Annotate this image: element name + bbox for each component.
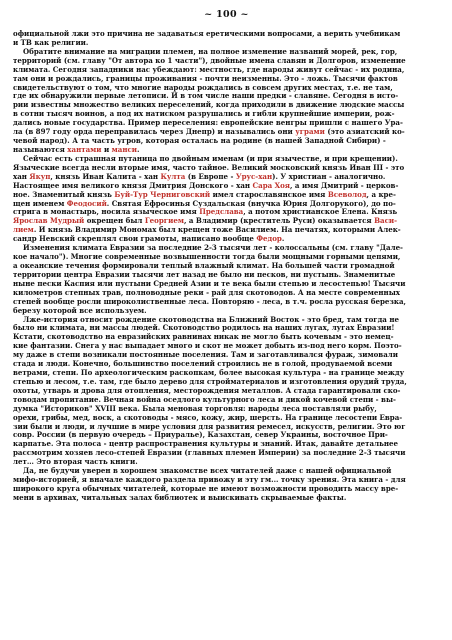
highlighted-name: Федор [256, 235, 282, 244]
text-run: степей вообще росли широколиственные леса. Повторяю - леса, в т.ч. росла русская березка, [13, 297, 406, 306]
highlighted-name: хантами [67, 145, 102, 154]
text-run: , а имя Дмитрий - церков- [290, 181, 399, 190]
highlighted-name: лием [13, 226, 34, 235]
text-run: . [137, 145, 140, 154]
text-run: территории центра Евразии тысячи лет назад не было ни песков, ни пустынь. Знаменитые [13, 270, 396, 279]
text-line [13, 396, 440, 405]
text-run: территорий (см. главу "От автора ко 1 части"), двойные имена славян и Долгоров, изменение [13, 56, 406, 65]
text-run: ветрами, степи. По археологическим раскопкам, более высокая культура - на границе между [13, 369, 405, 378]
highlighted-name: Всеволод [327, 190, 367, 199]
text-line [13, 431, 440, 440]
highlighted-name: Ярослав Мудрый [13, 217, 85, 226]
text-line [13, 155, 440, 164]
text-line [13, 342, 440, 351]
text-line [13, 191, 440, 200]
text-line [13, 494, 440, 503]
text-line [13, 360, 440, 369]
text-run: рии известны множество великих переселений, когда приходили в движение людские массы [13, 101, 405, 110]
text-line [13, 200, 440, 209]
text-run: дались новые государства. Пример переселения: европейские венгры пришли с нашего Ура- [13, 119, 403, 128]
text-line [13, 128, 440, 137]
text-line [13, 39, 440, 48]
text-run: широкого круга обычных читателей, которые не имеют возможности проводить массу вре- [13, 485, 399, 494]
highlighted-name: Предслава [199, 208, 244, 217]
highlighted-name: Якуп [29, 172, 51, 181]
text-run: , а кре- [366, 190, 396, 199]
text-run: ла (в 897 году орда переправилась через Днепр) и назывались они [13, 128, 296, 137]
highlighted-name: Васи- [374, 217, 398, 226]
text-line [13, 101, 440, 110]
highlighted-name: Култа [160, 172, 186, 181]
text-run: хан [13, 172, 30, 181]
text-run: березу которой все используем. [13, 306, 147, 315]
text-run: степью и лесом, т.е. там, где было дерево для стройматериалов и изготовления орудий труда, [13, 377, 407, 386]
text-run: рассмотрим хозяев лесо-степей Евразии (главных племен Империи) за последние 2-3 тысячи [13, 449, 406, 458]
text-run: ное. Знаменитый князь [13, 190, 115, 199]
text-run: ). У христиан - аналогично. [272, 172, 386, 181]
text-line [13, 485, 440, 494]
text-line [13, 423, 440, 432]
text-line [13, 458, 440, 467]
text-run: Изменения климата Евразии за последние 2-3 тысячи лет - колоссальны (см. главу "Дале- [23, 244, 403, 253]
text-run: (это азиатский ко- [324, 128, 405, 137]
page-number: ~ 100 ~ [204, 9, 249, 20]
text-line [13, 414, 440, 423]
text-line [13, 146, 440, 155]
text-run: (в Европе - [185, 172, 236, 181]
text-run: Обратите внимание на миграции племен, на полное изменение названий морей, рек, гор, [23, 47, 398, 56]
text-line [13, 30, 440, 39]
text-run: Сейчас есть страшная путаница по двойным именам (и при язычестве, и при крещении). [23, 154, 398, 163]
body-text [13, 30, 440, 503]
text-line [13, 164, 440, 173]
text-line [13, 333, 440, 342]
text-run: , князь Иван Калита - хан [50, 172, 161, 181]
text-line [13, 235, 440, 244]
text-line [13, 449, 440, 458]
text-line [13, 110, 440, 119]
text-run: лет… Это вторая часть книги. [13, 458, 138, 467]
text-line [13, 92, 440, 101]
text-line [13, 307, 440, 316]
text-line [13, 253, 440, 262]
text-run: чевой народ). А та часть угров, которая осталась на родине (в нашей Западной Сибири) - [13, 137, 386, 146]
text-line [13, 476, 440, 485]
text-run: километров степных трав, полноводные реки - рай для скотоводов. А на месте современных [13, 288, 400, 297]
text-run: Да, не будучи уверен в хорошем знакомстве всех читателей даже с нашей официальной [23, 467, 392, 476]
highlighted-name: Георгием [144, 217, 184, 226]
text-line [13, 66, 440, 75]
text-run: кое начало"). Многие современные возвышенности тогда были мощными горными цепями, [13, 253, 401, 262]
text-run: называются [13, 145, 68, 154]
text-run: карпатье. Эта полоса - центр распространения культуры и знаний. Итак, давайте детальнее [13, 440, 398, 449]
text-line [13, 369, 440, 378]
text-run: там они и рождались, границы проживания - почти неизменны. Это - ложь. Тысячи фактов [13, 74, 398, 83]
text-run: кие фантазии. Снега у нас выпадает много и скот не может добыть из-под него корм. Поэто- [13, 342, 402, 351]
text-run: зии были и люди, и лучшие в мире условия для развития ремесел, искусств, религии. Это юг [13, 422, 406, 431]
text-run: Лже-история относит рождение скотоводства на Ближний Восток - это бред, там тогда не [23, 315, 399, 324]
text-run: сандр Невский скреплял свои грамоты, написано вообще [13, 235, 257, 244]
text-run: мифо-историей, я вначале каждого раздела привожу и эту гм... точку зрения. Эта книга - для [13, 476, 406, 485]
text-line [13, 298, 440, 307]
text-run: . [281, 235, 285, 244]
text-run: орехи, грибы, мед, воск, а скотоводы - мясо, кожу, жир, шерсть. На границе лесостепи Евра- [13, 413, 403, 422]
text-run: а океанские течения формировали теплый влажный климат. На большей части громадной [13, 261, 395, 270]
text-run: , а Владимир (креститель Руси) оказывается [183, 217, 375, 226]
text-run: окрещен был [84, 217, 145, 226]
highlighted-name: уграми [295, 128, 325, 137]
text-line [13, 244, 440, 253]
text-line [13, 378, 440, 387]
highlighted-name: манси [111, 145, 138, 154]
highlighted-name: Буй-Тур Черниговский [114, 190, 211, 199]
text-run: было ни климата, ни массы людей. Скотоводство родилось на наших лугах, лугах Евразии! [13, 324, 395, 333]
text-run: имел старославянское имя [210, 190, 328, 199]
text-run: , а потом христианское Елена. Князь [243, 208, 398, 217]
text-line [13, 84, 440, 93]
text-line [13, 173, 440, 182]
text-line [13, 351, 440, 360]
text-run: Кстати, скотоводство на евразийских равнинах никак не могло быть кочевым - это немец- [13, 333, 394, 342]
text-run: товодам пропитание. Вечная война оседлого культурного леса и дикой кочевой степи - вы- [13, 395, 396, 404]
text-run: . Святая Ефросинья Суздальская (внучка Юрия Долгорукого), до по- [106, 199, 396, 208]
text-run: стрига в монастырь, носила языческое имя [13, 208, 200, 217]
text-run: свидетельствуют о том, что многие народы рождались в совсем других местах, т.е. не там, [13, 83, 393, 92]
text-line [13, 208, 440, 217]
text-line [13, 137, 440, 146]
text-line [13, 119, 440, 128]
text-run: Настоящее имя великого князя Дмитрия Донского - хан [13, 181, 253, 190]
text-run: Языческие всегда несли вторые имя, часто тайное. Великий московский князь Иван III - это [13, 163, 405, 172]
text-run: мени в архивах, читальных залах библиотек и выискивать скрываемые факты. [13, 493, 347, 502]
highlighted-name: Феодосий [66, 199, 107, 208]
text-run: му даже в степи возникали постоянные поселения. Там и заготавливался фураж, зимовали [13, 351, 398, 360]
highlighted-name: Сара Хоя [252, 181, 291, 190]
text-run: . И князь Владимир Мономах был крещен тоже Василием. На печатях, которыми Алек- [33, 226, 401, 235]
text-run: охоты, утварь и дрова для отопления, месторождения металлов. А стада гарантировали ско- [13, 386, 401, 395]
text-run: в сотни тысяч воинов, а под их натиском разрушались и гибли крупнейшие империи, рож- [13, 110, 395, 119]
text-run: ныне пески Каспия или пустыни Средней Азии и те века были степью и лесостепью! Тысячи [13, 279, 406, 288]
text-run: стада и люди. Конечно, большинство поселений строились не в голой, продуваемой всеми [13, 360, 393, 369]
text-line [13, 217, 440, 226]
text-run: думка "Историков" XVIII века. Была меновая торговля: народы леса поставляли рыбу, [13, 404, 377, 413]
text-run: климата. Сегодня западники нас убеждают: местность, где народы живут сейчас - их родина, [13, 65, 405, 74]
text-line [13, 289, 440, 298]
text-line [13, 387, 440, 396]
text-line [13, 280, 440, 289]
highlighted-name: Урус-хан [235, 172, 273, 181]
text-line [13, 262, 440, 271]
text-line [13, 271, 440, 280]
text-line [13, 182, 440, 191]
text-run: совр. России (в первую очередь – Приуралье), Казахстан, север Украины, восточное При- [13, 431, 388, 440]
text-line [13, 57, 440, 66]
text-line [13, 48, 440, 57]
text-line [13, 467, 440, 476]
text-run: официальной лжи это причина не задаваться еретическими вопросами, а верить учебникам [13, 30, 401, 38]
text-line [13, 440, 440, 449]
text-line [13, 324, 440, 333]
text-line [13, 316, 440, 325]
text-line [13, 75, 440, 84]
text-run: где их обнаружили первые летописи. И в том числе наши предки - славяне. Сегодня в исто- [13, 92, 399, 101]
text-run: и [101, 145, 112, 154]
text-line [13, 405, 440, 414]
text-line [13, 226, 440, 235]
text-run: и ТВ как религии. [13, 38, 89, 47]
text-run: щен именем [13, 199, 67, 208]
